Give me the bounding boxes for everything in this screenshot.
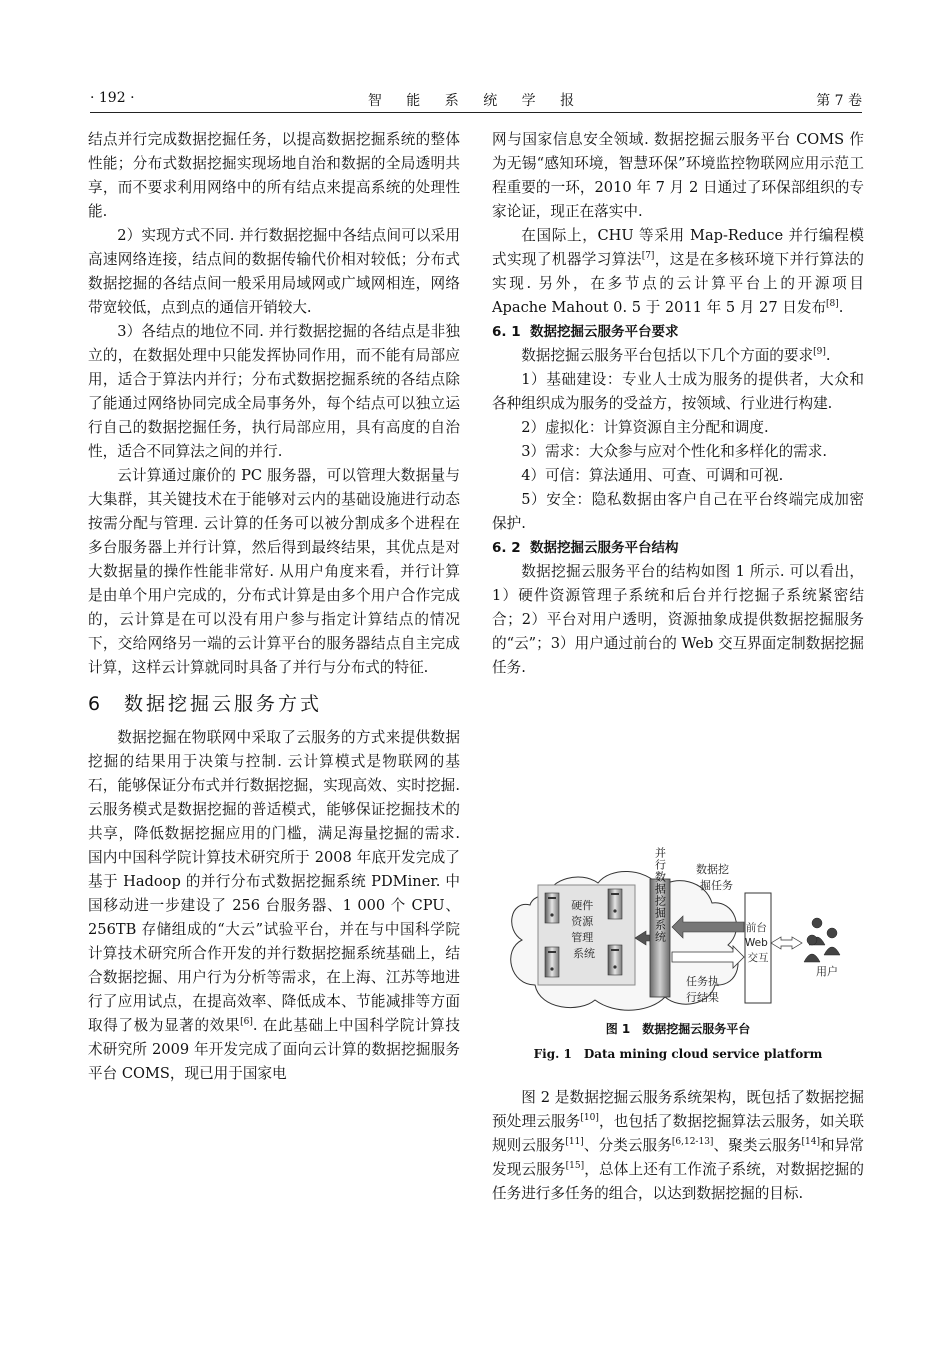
text-run: . 在此基础上中国科学院计算技术研究所 2009 年开发完成了面向云计算的数据挖掘服务平台 COMS，现已用于国家电 (88, 1017, 460, 1082)
hardware-label-line: 管理 (571, 931, 594, 944)
paragraph: 结点并行完成数据挖掘任务，以提高数据挖掘系统的整体性能；分布式数据挖掘实现场地自治和数据的全局透明共享，而不要求利用网络中的所有结点来提高系统的处理性能. (88, 131, 460, 220)
subsection-heading-6-1 (492, 320, 864, 344)
hardware-label-line: 系统 (573, 947, 595, 960)
hardware-label-line: 资源 (571, 915, 594, 928)
volume-number: 第 7 卷 (816, 93, 862, 109)
paragraph (88, 726, 460, 1086)
left-column (88, 128, 460, 1086)
citation: [7] (641, 251, 655, 261)
section-title: 数据挖掘云服务方式 (124, 693, 323, 715)
right-column (492, 128, 864, 680)
task-label-line: 掘任务 (700, 879, 733, 892)
paragraph (492, 1086, 864, 1206)
server-icon (608, 945, 622, 975)
list-item: 5）安全：隐私数据由客户自己在平台终端完成加密保护. (492, 491, 864, 532)
list-item: 4）可信：算法通用、可查、可调和可视. (521, 467, 784, 484)
paragraph: 云计算通过廉价的 PC 服务器，可以管理大数据量与大集群，其关键技术在于能够对云内的基础设施进行动态按需分配与管理. 云计算的任务可以被分割成多个进程在多台服务器上并行计算，然后得到最终结果，其优点是对大数据量的操作性能非常好. 从用户角度来看，并行计算是由单个用户完成的，分布式计算是由多个用户合作完成的，云计算是在可以没有用户参与指定计算结点的情况下，交给网络另一端的云计算平台的服务器结点自主完成计算，这样云计算就同时具备了并行与分布式的特征. (88, 467, 460, 676)
text-run: ，也包括了数据挖掘算法云服务，如关联规则云服务 (492, 1113, 864, 1154)
citation: [14] (801, 1137, 820, 1147)
subsection-number: 6. 2 (492, 540, 521, 556)
web-label-line: 交互 (747, 952, 769, 964)
citation: [15] (565, 1161, 585, 1171)
text-run: 图 2 是数据挖掘云服务系统架构，既包括了数据挖掘预处理云服务 (492, 1089, 864, 1130)
web-label-line: Web (744, 937, 768, 949)
subsection-number: 6. 1 (492, 324, 521, 340)
page-number: · 192 · (90, 90, 135, 106)
server-icon (545, 947, 559, 977)
list-item: 1）基础建设：专业人士成为服务的提供者，大众和各种组织成为服务的受益方，按领域、行业进行构建. (492, 371, 864, 412)
text-run: 数据挖掘在物联网中采取了云服务的方式来提供数据挖掘的结果用于决策与控制. 云计算模式是物联网的基石，能够保证分布式并行数据挖掘，实现高效、实时挖掘. 云服务模式是数据挖掘的普适模式，能够保证挖掘技术的共享，降低数据挖掘应用的门槛，满足海量挖掘的需求. 国内中国科学院计算技术研究所于 2008 年底开发完成了基于 Hadoop 的并行分布式数据挖掘系统 PDMiner. 中国移动进一步建设了 256 台服务器、1 000 个 CPU、256TB 存储组成的“大云”试验平台，并在与中国科学院计算技术研究所合作开发的并行数据挖掘系统基础上，结合数据挖掘、用户行为分析等需求，在上海、江苏等地进行了应用试点，在提高效率、降低成本、节能减排等方面取得了极为显著的效果 (88, 729, 460, 1034)
text-run: ，总体上还有工作流子系统，对数据挖掘的任务进行多任务的组合，以达到数据挖掘的目标. (492, 1161, 864, 1202)
text-run: 数据挖掘云服务平台包括以下几个方面的要求 (521, 347, 814, 364)
journal-name: 智 能 系 统 学 报 (367, 93, 585, 109)
text-run: 、聚类云服务 (713, 1137, 802, 1154)
list-item: 3）需求：大众参与应对个性化和多样化的需求. (521, 443, 827, 460)
paragraph (492, 224, 864, 320)
text-run: . (838, 299, 844, 316)
result-label-line: 任务执 (686, 975, 719, 988)
section-heading-6 (88, 690, 460, 718)
task-label (696, 862, 733, 892)
server-icon (545, 893, 559, 923)
web-label-line: 前台 (745, 922, 767, 934)
citation: [8] (826, 299, 839, 309)
section-number: 6 (88, 693, 101, 715)
paragraph: 2）实现方式不同. 并行数据挖掘中各结点间可以采用高速网络连接，结点间的数据传输代价相对较低；分布式数据挖掘的各结点间一般采用局域网或广域网相连，网络带宽较低，点到点的通信开销较大. (88, 227, 460, 316)
right-column-bottom (492, 1086, 864, 1206)
subsection-title: 数据挖掘云服务平台结构 (530, 540, 679, 556)
figure-caption-en: Fig. 1 Data mining cloud service platform (533, 1047, 823, 1061)
running-header (90, 86, 862, 113)
text-run: . (825, 347, 831, 364)
text-run: 和异常发现云服务 (492, 1137, 864, 1178)
citation: [9] (813, 347, 826, 357)
subsection-heading-6-2 (492, 536, 864, 560)
result-label-line: 行结果 (686, 991, 719, 1004)
paragraph (492, 344, 864, 368)
paragraph: 网与国家信息安全领域. 数据挖掘云服务平台 COMS 作为无锡“感知环境，智慧环保”环境监控物联网应用示范工程重要的一环，2010 年 7 月 2 日通过了环保部组织的专家论证，现正在落实中. (492, 131, 864, 220)
figure-caption-cn: 图 1 数据挖掘云服务平台 (605, 1022, 751, 1036)
web-label (745, 921, 771, 964)
figure-1-diagram (500, 845, 860, 1030)
subsection-title: 数据挖掘云服务平台要求 (530, 324, 679, 340)
citation: [10] (580, 1113, 599, 1123)
citation: [11] (565, 1137, 584, 1147)
user-label: 用户 (816, 965, 838, 978)
parallel-mining-label: 并行数据挖掘系统 (653, 847, 667, 943)
citation: [6,12-13] (671, 1137, 714, 1147)
text-run: 、分类云服务 (583, 1137, 672, 1154)
user-arrow (771, 937, 802, 949)
citation: [6] (240, 1017, 253, 1027)
text-run: ，这是在多核环境下并行算法的实现. 另外，在多节点的云计算平台上的开源项目 Apache Mahout 0. 5 于 2011 年 5 月 27 日发布 (492, 251, 864, 316)
list-item: 2）虚拟化：计算资源自主分配和调度. (521, 419, 769, 436)
server-icon (608, 889, 622, 919)
user-icon (804, 918, 840, 962)
paragraph: 3）各结点的地位不同. 并行数据挖掘的各结点是非独立的，在数据处理中只能发挥协同作用，而不能有局部应用，适合于算法内并行；分布式数据挖掘系统的各结点除了能通过网络协同完成全局事务外，每个结点可以独立运行自己的数据挖掘任务，执行局部应用，具有高度的自治性，适合不同算法之间的并行. (88, 323, 460, 460)
task-label-line: 数据挖 (696, 863, 729, 876)
text-run: 在国际上，CHU 等采用 Map-Reduce 并行编程模式实现了机器学习算法 (492, 227, 864, 268)
hardware-label-line: 硬件 (571, 899, 594, 912)
paragraph: 数据挖掘云服务平台的结构如图 1 所示. 可以看出，1）硬件资源管理子系统和后台并行挖掘子系统紧密结合；2）平台对用户透明，资源抽象成提供数据挖掘服务的“云”；3）用户通过前台的 Web 交互界面定制数据挖掘任务. (492, 563, 864, 676)
